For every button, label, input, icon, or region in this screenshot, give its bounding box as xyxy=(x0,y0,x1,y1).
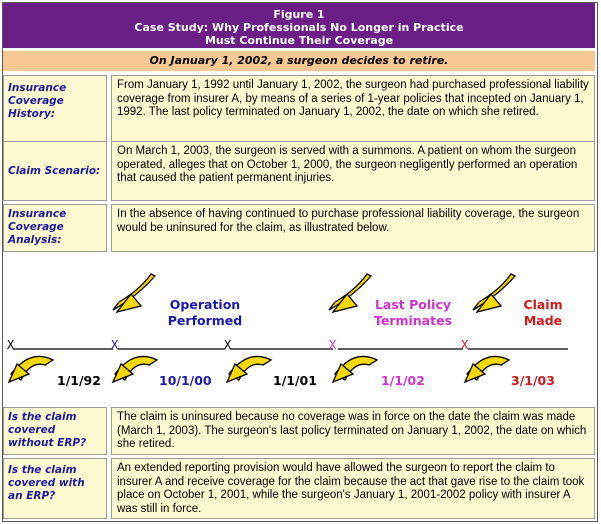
date-1-1-02: 1/1/02 xyxy=(381,373,425,388)
row-label-with-erp: Is the claim covered with an ERP? xyxy=(3,458,107,519)
row-text-coverage-history: From January 1, 1992 until January 1, 2002, the surgeon had purchased professional liability coverage from insurer A, by means of a series of 1-year policies that incepted on January 1, 1992. The last policy terminated on January 1, 2002, the date on which she retired. xyxy=(111,75,595,149)
row-label-coverage-analysis: Insurance Coverage Analysis: xyxy=(3,204,107,252)
event-claim-label: Claim Made xyxy=(523,297,563,328)
operation-arrow-icon xyxy=(113,274,155,312)
row-text-without-erp: The claim is uninsured because no coverage was in force on the date the claim was made (March 1, 2003). The surgeon's last policy terminated on January 1, 2002, the date on which she retired. xyxy=(111,407,595,455)
date-1-1-92: 1/1/92 xyxy=(57,373,101,388)
date-arrow-icon xyxy=(465,356,509,382)
date-arrow-icon xyxy=(113,356,157,382)
row-label-without-erp: Is the claim covered without ERP? xyxy=(3,407,107,455)
figure-subtitle: On January 1, 2002, a surgeon decides to retire. xyxy=(3,51,595,71)
row-text-coverage-analysis: In the absence of having continued to purchase professional liability coverage, the surgeon would be uninsured for the claim, as illustrated below. xyxy=(111,204,595,252)
event-operation-label: Operation Performed xyxy=(167,297,243,328)
timeline-marker: X xyxy=(329,338,337,352)
row-label-coverage-history: Insurance Coverage History: xyxy=(3,75,107,149)
row-claim-scenario xyxy=(3,141,595,201)
date-arrow-icon xyxy=(333,356,377,382)
figure-title-line1: Case Study: Why Professionals No Longer in Practice xyxy=(134,21,464,34)
row-coverage-analysis xyxy=(3,204,595,252)
figure-title-line2: Must Continue Their Coverage xyxy=(204,34,394,47)
date-arrow-icon xyxy=(9,356,53,382)
figure-number: Figure 1 xyxy=(273,8,325,21)
timeline-marker: X xyxy=(461,338,469,352)
row-text-claim-scenario: On March 1, 2003, the surgeon is served with a summons. A patient on whom the surgeon operated, alleges that on October 1, 2000, the surgeon negligently performed an operation that caused the patient permanent injuries. xyxy=(111,141,595,201)
timeline-diagram xyxy=(3,254,595,404)
row-without-erp xyxy=(3,407,595,455)
row-with-erp xyxy=(3,458,595,519)
date-10-1-00: 10/1/00 xyxy=(159,373,212,388)
timeline-marker: X xyxy=(7,338,15,352)
date-arrow-icon xyxy=(227,356,271,382)
timeline-marker: X xyxy=(111,338,119,352)
date-3-1-03: 3/1/03 xyxy=(511,373,555,388)
timeline-marker: X xyxy=(224,338,232,352)
event-last-policy-label: Last Policy Terminates xyxy=(373,297,453,328)
figure-header xyxy=(3,3,595,48)
row-coverage-history xyxy=(3,75,595,149)
row-text-with-erp: An extended reporting provision would have allowed the surgeon to report the claim to insurer A and receive coverage for the claim because the act that gave rise to the claim took place on October 1, 2001, while the surgeon's January 1, 2001-2002 policy with insurer A was still in force. xyxy=(111,458,595,519)
date-1-1-01: 1/1/01 xyxy=(273,373,317,388)
row-label-claim-scenario: Claim Scenario: xyxy=(3,141,107,201)
